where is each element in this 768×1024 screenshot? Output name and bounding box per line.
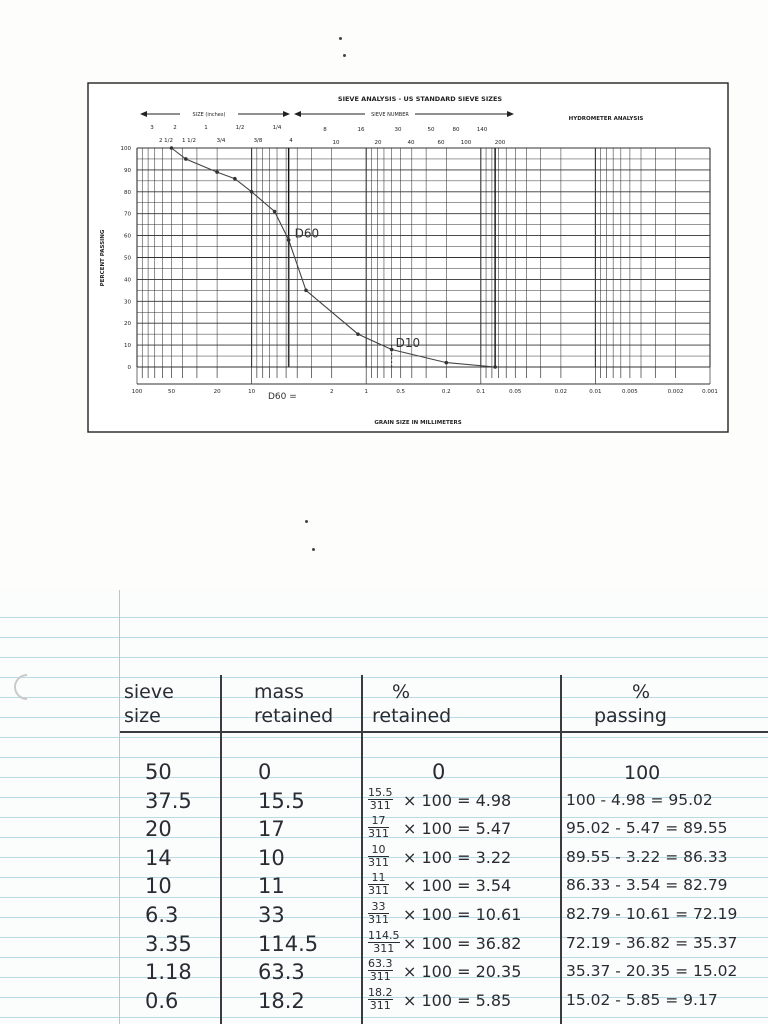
percent-retained-cell: × 100 = 20.35 <box>403 962 522 982</box>
inch-label: 1/4 <box>272 125 282 131</box>
percent-passing-cell: 72.19 - 36.82 = 35.37 <box>566 933 738 952</box>
inch-label: 1 <box>204 125 208 131</box>
percent-retained-cell: × 100 = 5.47 <box>403 819 512 839</box>
y-tick-label: 80 <box>124 189 131 196</box>
chart-svg <box>0 0 768 460</box>
x-tick-label: 0.2 <box>441 389 451 395</box>
column-divider <box>560 675 562 1024</box>
header-percent-passing: % passing <box>594 681 667 727</box>
mass-retained-cell: 15.5 <box>258 788 305 813</box>
d10-annotation: D10 <box>395 336 421 351</box>
sieve-size-cell: 37.5 <box>145 788 192 813</box>
x-tick-label: 0.005 <box>622 389 638 395</box>
sieve-label: 80 <box>452 127 460 133</box>
data-point <box>356 332 360 336</box>
fraction-denominator: 311 <box>369 998 391 1012</box>
percent-passing-cell: 86.33 - 3.54 = 82.79 <box>566 876 728 895</box>
y-tick-label: 90 <box>124 167 131 174</box>
percent-retained-cell: × 100 = 4.98 <box>403 790 512 810</box>
inch-label: 2 1/2 <box>158 138 174 144</box>
mass-retained-cell: 11 <box>258 874 285 899</box>
percent-fraction <box>368 987 393 1012</box>
sieve-label: 16 <box>357 127 365 133</box>
percent-fraction <box>368 844 389 869</box>
percent-fraction <box>368 787 393 812</box>
y-tick-label: 30 <box>124 299 131 306</box>
data-point <box>493 365 497 369</box>
speck <box>305 520 308 523</box>
data-point <box>233 177 237 181</box>
inch-label: 3/8 <box>253 138 263 144</box>
sieve-size-cell: 1.18 <box>145 960 192 985</box>
data-point <box>273 210 277 214</box>
sieve-label: 140 <box>476 127 488 133</box>
speck <box>312 548 315 551</box>
percent-passing-cell: 100 - 4.98 = 95.02 <box>566 790 713 809</box>
header-mass-retained: mass retained <box>254 681 334 727</box>
data-point <box>215 170 219 174</box>
x-tick-label: 1 <box>364 389 368 395</box>
sieve-header: SIEVE NUMBER <box>371 112 409 118</box>
percent-fraction <box>368 930 400 955</box>
header-underline <box>120 731 768 733</box>
fraction-denominator: 311 <box>368 855 389 869</box>
sieve-label: 20 <box>374 140 382 146</box>
sieve-size-cell: 10 <box>145 874 172 899</box>
size-header: SIZE (inches) <box>192 112 226 118</box>
sieve-size-cell: 0.6 <box>145 988 179 1013</box>
y-axis-label: PERCENT PASSING <box>100 229 106 287</box>
speck <box>339 37 342 40</box>
mass-retained-cell: 17 <box>258 817 285 842</box>
y-tick-label: 0 <box>127 365 131 371</box>
fraction-denominator: 311 <box>368 827 389 841</box>
percent-retained-cell: × 100 = 5.85 <box>403 990 512 1010</box>
fraction-denominator: 311 <box>369 970 391 984</box>
percent-fraction <box>368 901 389 926</box>
inch-label: 3 <box>150 125 154 131</box>
percent-fraction <box>368 872 389 897</box>
d60-equation: D60 = <box>268 392 297 402</box>
x-tick-label: 100 <box>131 389 143 395</box>
percent-passing-cell: 15.02 - 5.85 = 9.17 <box>566 990 718 1009</box>
x-tick-label: 0.001 <box>702 389 718 395</box>
inch-label: 4 <box>289 138 293 144</box>
x-tick-label: 20 <box>213 389 221 395</box>
sieve-size-cell: 20 <box>145 817 172 842</box>
y-tick-label: 20 <box>124 321 131 328</box>
mass-retained-cell: 0 <box>258 760 272 784</box>
percent-retained-cell: × 100 = 3.22 <box>403 847 512 867</box>
y-tick-label: 60 <box>124 233 131 240</box>
sieve-size-cell: 50 <box>145 760 172 784</box>
sieve-label: 30 <box>394 127 402 133</box>
fraction-numerator: 17 <box>368 815 389 828</box>
percent-passing-cell: 35.37 - 20.35 = 15.02 <box>566 962 738 981</box>
x-tick-label: 0.02 <box>554 389 568 395</box>
fraction-numerator: 114.5 <box>368 928 400 942</box>
percent-passing-cell: 100 <box>624 762 661 784</box>
sieve-label: 50 <box>427 127 435 133</box>
fraction-numerator: 11 <box>368 872 389 885</box>
fraction-numerator: 18.2 <box>368 985 393 999</box>
percent-retained-cell: × 100 = 3.54 <box>403 876 512 896</box>
data-point <box>184 157 188 161</box>
y-tick-label: 50 <box>124 255 131 262</box>
sieve-size-cell: 6.3 <box>145 903 179 927</box>
x-tick-label: 0.1 <box>476 389 486 395</box>
percent-fraction <box>368 958 393 983</box>
speck <box>343 54 346 57</box>
inch-label: 3/4 <box>216 138 226 144</box>
percent-passing-cell: 89.55 - 3.22 = 86.33 <box>566 847 728 866</box>
fraction-denominator: 311 <box>373 941 395 955</box>
sieve-size-cell: 14 <box>145 845 172 870</box>
x-tick-label: 0.5 <box>396 389 406 395</box>
fraction-numerator: 33 <box>368 901 389 914</box>
margin-line <box>119 590 120 1024</box>
sieve-label: 60 <box>437 140 445 146</box>
percent-passing-cell: 95.02 - 5.47 = 89.55 <box>566 819 728 838</box>
x-tick-label: 0.05 <box>509 389 522 395</box>
sieve-analysis-chart <box>0 0 768 460</box>
mass-retained-cell: 18.2 <box>258 988 305 1013</box>
fraction-numerator: 63.3 <box>368 957 393 971</box>
percent-retained-cell: 0 <box>432 760 446 784</box>
x-tick-label: 10 <box>248 389 256 395</box>
hydrometer-header: HYDROMETER ANALYSIS <box>568 116 644 122</box>
header-percent-retained: % retained <box>372 681 452 727</box>
percent-fraction <box>368 815 389 840</box>
mass-retained-cell: 10 <box>258 845 285 870</box>
percent-passing-cell: 82.79 - 10.61 = 72.19 <box>566 905 738 923</box>
sieve-label: 200 <box>494 140 506 146</box>
inch-label: 2 <box>173 125 177 131</box>
notebook-page <box>0 590 768 1024</box>
data-point <box>445 361 449 365</box>
x-tick-label: 50 <box>167 389 175 395</box>
x-tick-label: 0.01 <box>589 389 602 395</box>
fraction-numerator: 15.5 <box>368 785 393 799</box>
mass-retained-cell: 33 <box>258 903 285 927</box>
d60-annotation: D60 <box>294 226 320 241</box>
chart-title: SIEVE ANALYSIS - US STANDARD SIEVE SIZES <box>337 95 503 103</box>
percent-retained-cell: × 100 = 36.82 <box>403 933 522 953</box>
mass-retained-cell: 114.5 <box>258 931 319 956</box>
x-tick-label: 2 <box>329 389 334 395</box>
percent-retained-cell: × 100 = 10.61 <box>403 905 522 924</box>
data-point <box>304 289 308 293</box>
y-tick-label: 70 <box>124 211 131 218</box>
inch-label: 1/2 <box>235 125 245 131</box>
column-divider <box>220 675 222 1024</box>
sieve-label: 8 <box>323 127 327 133</box>
sieve-label: 10 <box>332 140 340 146</box>
sieve-label: 100 <box>460 140 472 146</box>
mass-retained-cell: 63.3 <box>258 960 305 985</box>
x-tick-label: 0.002 <box>667 389 684 395</box>
sieve-label: 40 <box>407 140 415 146</box>
fraction-denominator: 311 <box>368 884 389 898</box>
y-tick-label: 40 <box>124 277 131 284</box>
inch-label: 1 1/2 <box>181 138 197 144</box>
column-divider <box>361 675 363 1024</box>
data-point <box>250 190 254 194</box>
binder-hole <box>9 669 46 706</box>
x-axis-label: GRAIN SIZE IN MILLIMETERS <box>374 420 462 426</box>
header-sieve-size: sieve size <box>124 681 174 727</box>
fraction-denominator: 311 <box>369 798 391 812</box>
y-tick-label: 10 <box>124 343 131 350</box>
fraction-denominator: 311 <box>368 913 389 926</box>
y-tick-label: 100 <box>120 146 131 152</box>
data-point <box>170 146 174 150</box>
sieve-size-cell: 3.35 <box>145 931 192 956</box>
fraction-numerator: 10 <box>368 844 389 857</box>
